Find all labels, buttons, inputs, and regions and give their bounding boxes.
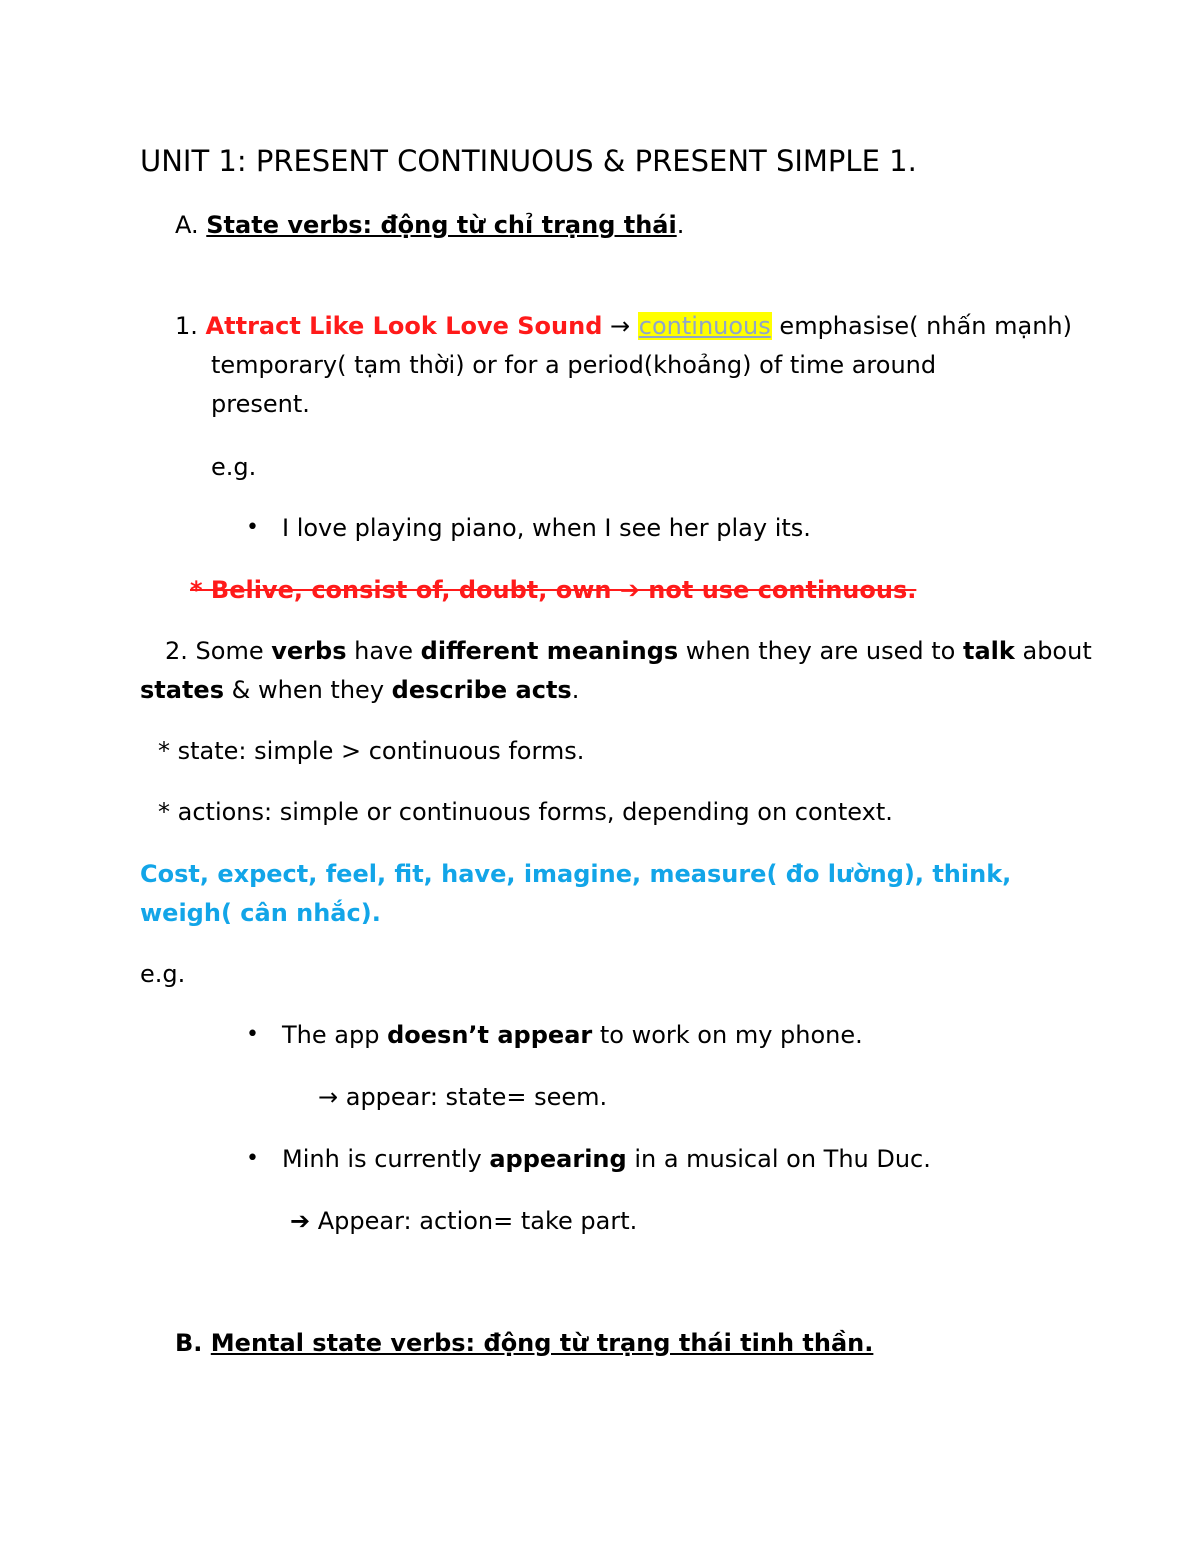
item-2-bold: verbs: [271, 637, 347, 665]
example-1: [282, 1020, 863, 1050]
section-a-title: State verbs: động từ chỉ trạng thái: [206, 211, 677, 239]
item-2-bold: describe acts: [391, 676, 572, 704]
item-2-text: about: [1022, 637, 1092, 665]
section-a-marker: A.: [175, 211, 199, 239]
not-continuous-note: * Belive, consist of, doubt, own ➔ not use continuous.: [190, 576, 917, 604]
item-1-number: 1.: [175, 312, 198, 340]
item-2-line-1: [165, 636, 1092, 666]
section-a-heading: [175, 210, 684, 240]
item-1-line-3: present.: [211, 390, 310, 418]
bullet-icon: •: [246, 515, 259, 540]
example-1-bold: doesn’t appear: [387, 1021, 593, 1049]
item-2-text: Some: [195, 637, 264, 665]
item-2-text: & when they: [231, 676, 385, 704]
example-2-text: Minh is currently: [282, 1145, 482, 1173]
example-1-note: → appear: state= seem.: [318, 1083, 608, 1111]
example-2-bold: appearing: [489, 1145, 627, 1173]
section-b-heading: [175, 1328, 873, 1358]
item-2-bold: different meanings: [420, 637, 679, 665]
example-2: [282, 1144, 931, 1174]
item-2-number: 2.: [165, 637, 188, 665]
bullet-icon: •: [246, 1022, 259, 1047]
highlighted-word: continuous: [638, 312, 771, 340]
item-2-line-2: [140, 675, 579, 705]
verb-list-line-1: Cost, expect, feel, fit, have, imagine, measure( đo lường), think,: [140, 860, 1012, 888]
example-2-note: ➔ Appear: action= take part.: [290, 1207, 638, 1235]
item-2-text: have: [354, 637, 414, 665]
example-1-text: to work on my phone.: [599, 1021, 863, 1049]
item-1-rest: emphasise( nhấn mạnh): [779, 312, 1072, 340]
item-1-line-2: temporary( tạm thời) or for a period(khoảng) of time around: [211, 351, 937, 379]
actions-line: * actions: simple or continuous forms, depending on context.: [158, 798, 893, 826]
example-2-text: in a musical on Thu Duc.: [634, 1145, 931, 1173]
item-2-text: .: [571, 676, 580, 704]
item-2-text: when they are used to: [685, 637, 956, 665]
eg-label: e.g.: [140, 960, 186, 988]
example-1-text: The app: [282, 1021, 380, 1049]
bullet-icon: •: [246, 1146, 259, 1171]
item-1-example: I love playing piano, when I see her play its.: [282, 514, 811, 542]
arrow-icon: →: [610, 312, 631, 340]
item-1-line-1: [175, 311, 1072, 341]
page-title: UNIT 1: PRESENT CONTINUOUS & PRESENT SIMPLE 1.: [140, 144, 917, 178]
item-1-eg: e.g.: [211, 453, 257, 481]
item-2-bold: states: [140, 676, 224, 704]
section-b-marker: B.: [175, 1329, 203, 1357]
item-1-verbs: Attract Like Look Love Sound: [205, 312, 603, 340]
section-b-title: Mental state verbs: động từ trạng thái tinh thần.: [210, 1329, 874, 1357]
section-a-period: .: [676, 211, 685, 239]
item-2-bold: talk: [962, 637, 1015, 665]
verb-list-line-2: weigh( cân nhắc).: [140, 899, 381, 927]
state-line: * state: simple > continuous forms.: [158, 737, 585, 765]
